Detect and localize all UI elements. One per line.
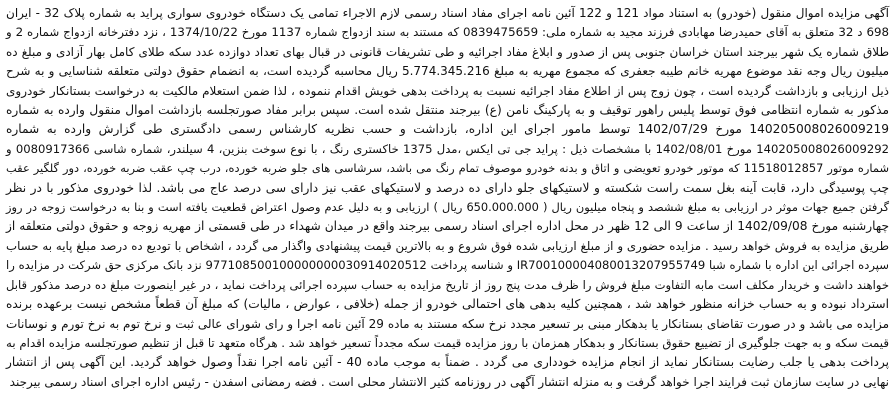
notice-line: استرداد نبوده و به حساب خزانه منظور خواهد شد ، همچنین کلیه بدهی های احتمالی خودرو از جمله (خلافی ، عوارض ، مالیات) که مبلغ آن قطعاً مشخص نیست برعهده برنده: [6, 297, 889, 312]
notice-line: 140205008026009292 مورخ 1402/08/01 با مشخصات ذیل : پراید جی تی ایکس ،مدل 1375 خاکستری رنگ ، با نوع سوخت بنزین، 4 سیلندر، شماره شاسی 0080917366 و: [6, 141, 889, 156]
notice-line: گرفتن جمیع جهات موثر در ارزیابی به مبلغ ششصد و پنجاه میلیون ریال ( 650.000.000 ریال ) ارزیابی و به دلیل عدم وصول اعتراض قطعیت یافته است و بنا به درخواست زوجه در روز: [6, 200, 889, 215]
notice-line: چهارشنبه مورخ 1402/09/08 از ساعت 9 الی 12 ظهر در محل اداره اجرای اسناد رسمی بیرجند واقع در میدان شهداء در طی قسمتی از مهریه زوجه و حقوق دولتی متعلقه از: [6, 219, 889, 234]
notice-line: سپرده اجرائی این اداره با شماره شبا IR700100004080013207955749 و شناسه پرداخت 977108500100000000030914020512 نزد بانک مرکزی حق شرکت در مزایده را: [6, 258, 889, 273]
notice-line: خواهند داشت و خریدار مکلف است مابه التفاوت مبلغ فروش را ظرف مدت پنج روز از تاریخ مزایده به حساب سپرده اجرائی پرداخت نماید ، در غیر اینصورت مبلغ ده درصد مذکور قابل: [6, 277, 889, 292]
notice-line: 140205008026009219 مورخ 1402/07/29 توسط مامور اجرای این اداره، بازداشت و حسب نظریه کارشناس رسمی دادگستری طی گزارش وارده به شماره: [6, 122, 889, 137]
notice-line: طریق مزایده به فروش خواهد رسید . مزایده حضوری و از مبلغ ارزیابی شده فوق شروع و به بالاترین قیمت پیشنهادی واگذار می گردد ، اشخاص با تودیع ده درصد مبلغ پایه به حساب: [6, 238, 889, 253]
notice-line: چپ پوسیدگی دارد، قابت آینه بغل سمت راست شکسته و لاستیکهای جلو دارای ده درصد و لاستیکهای عقب نیز دارای سی درصد عاج می باشد. لذا خودروی مذکور با در نظر: [6, 180, 889, 195]
notice-line: پرداخت بدهی یا جلب رضایت بستانکار نماید از انجام مزایده خودداری می گردد . ضمناً به موجب ماده 40 - آئین نامه اجرا نقداً وصول خواهد گردید. این آگهی پس از انتشار: [6, 355, 889, 370]
notice-line: شماره موتور 11518012857 که موتور خودرو تعویضی و اتاق و بدنه خودرو موصوف تمام رنگ می باشد، سرشاسی های جلو ضربه خورده، درب چپ عقب ضربه خورده، دور گلگیر عقب: [6, 161, 890, 176]
notice-line: نهایی در سایت سازمان ثبت فرایند اجرا خواهد گرفت و به منزله انتشار آگهی در روزنامه کثیر الانتشار محلی است . فضه رمضانی اسفدن - رئیس اداره اجرای اسناد رسمی بیرجند: [9, 374, 889, 389]
notice-line: میلیون ریال وجه نقد موضوع مهریه خانم طیبه جعفری که مجموع مهریه به مبلغ 5.774.345.216 ریال محاسبه گردیده است، به انضمام حقوق دولتی متعلقه شناسایی و به شرح: [6, 64, 889, 79]
notice-line: قیمت سکه و به جهت جلوگیری از تضییع حقوق بستانکار و بدهکار همزمان با روز مزایده قیمت سکه مجدداً تسعیر خواهد شد . هرگاه متعهد تا قبل از تنظیم صورتجلسه مزایده اقدام به: [6, 335, 889, 350]
notice-line: 698 د 32 متعلق به آقای حمیدرضا مهابادی فرزند مجید به شماره ملی: 0839475659 که مستند به سند ازدواج شماره 1137 مورخ 1374/10/22 ، نزد دفترخانه ازدواج شماره 2 و: [6, 25, 889, 40]
notice-line: طلاق شماره یک شهر بیرجند استان خراسان جنوبی پس از صدور و ابلاغ مفاد اجرائیه و طی تشریفات قانونی در قبال بهای تعداد دوازده عدد سکه طلای کامل بهار آزادی و مبلغ ده: [6, 44, 889, 59]
notice-line: آگهی مزایده اموال منقول (خودرو) به استناد مواد 121 و 122 آئین نامه اجرای مفاد اسناد رسمی لازم الاجراء تمامی یک دستگاه خودروی سواری پراید به شماره پلاک 32 - ایران: [6, 6, 889, 20]
notice-line: مذکور به شماره انتظامی فوق توسط پلیس راهور توقیف و به پارکینگ نامن (ع) بیرجند منتقل شده است. سپس برابر مفاد صورتجلسه بازداشت اموال منقول وارده به شماره: [6, 103, 889, 118]
notice-line: ذیل ارزیابی و بازداشت گردیده است ، چون زوج پس از اطلاع مفاد اجرائیه نسبت به پرداخت بدهی خویش اقدام ننموده ، لذا ضمن استعلام مالکیت به درخواست بستانکار خودروی: [6, 83, 889, 98]
notice-line: مزایده می باشد و در صورت تقاضای بستانکار یا بدهکار مبنی بر تسعیر مجدد نرخ سکه مستند به ماده 29 آئین نامه اجرا و رای شورای عالی ثبت و نرخ توم به نرخ تورم و نوسانات: [6, 316, 890, 331]
